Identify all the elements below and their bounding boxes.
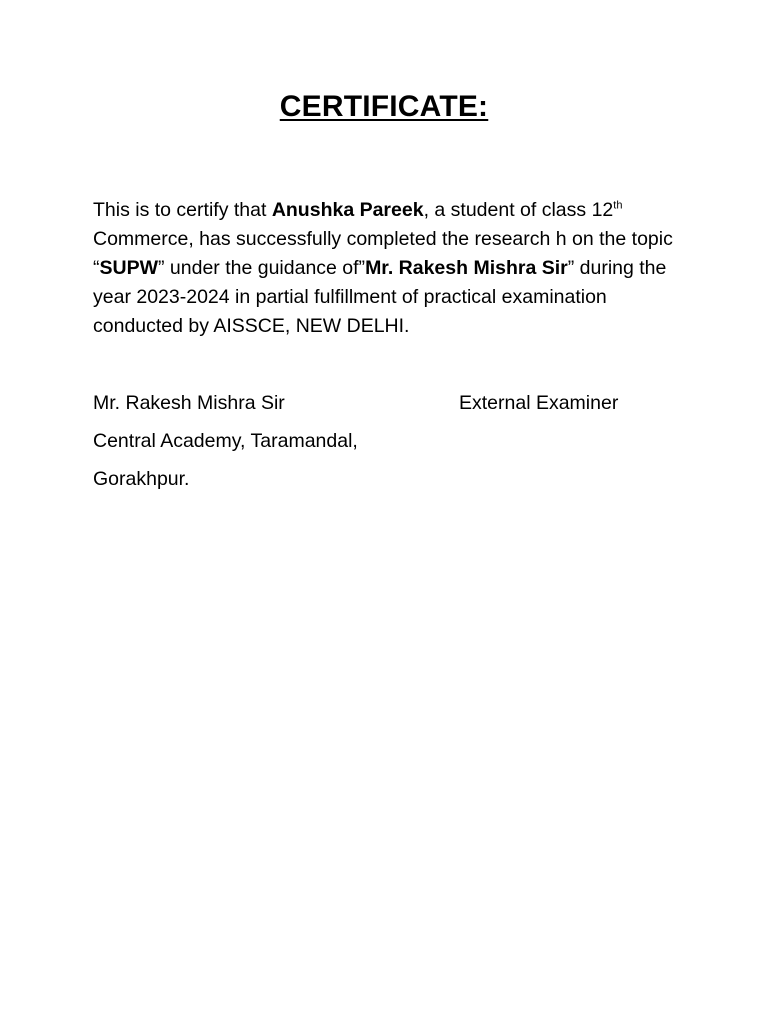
- certificate-paragraph: [93, 196, 693, 341]
- guide-signature-name: Mr. Rakesh Mishra Sir: [93, 392, 285, 414]
- city-name: Gorakhpur.: [93, 468, 190, 490]
- guide-name: Mr. Rakesh Mishra Sir: [365, 257, 568, 279]
- intro-text: This is to certify that: [93, 199, 272, 221]
- student-name: Anushka Pareek: [271, 199, 424, 221]
- institution-name: Central Academy, Taramandal,: [93, 430, 358, 452]
- page-title: CERTIFICATE:: [279, 90, 489, 123]
- external-examiner-label: External Examiner: [459, 392, 619, 414]
- topic-name: SUPW: [99, 257, 158, 279]
- line2-text: Commerce, has successfully completed the research h on the topic “: [93, 228, 673, 279]
- guidance-text: ” under the guidance of”: [158, 257, 366, 279]
- class-suffix: th: [613, 199, 623, 212]
- closing-text: ” during the year 2023-2024 in partial fulfillment of practical examination conducted by AISSCE, NEW DELHI.: [93, 257, 667, 337]
- signature-left: [93, 390, 358, 504]
- student-text: , a student of class 12: [423, 199, 614, 221]
